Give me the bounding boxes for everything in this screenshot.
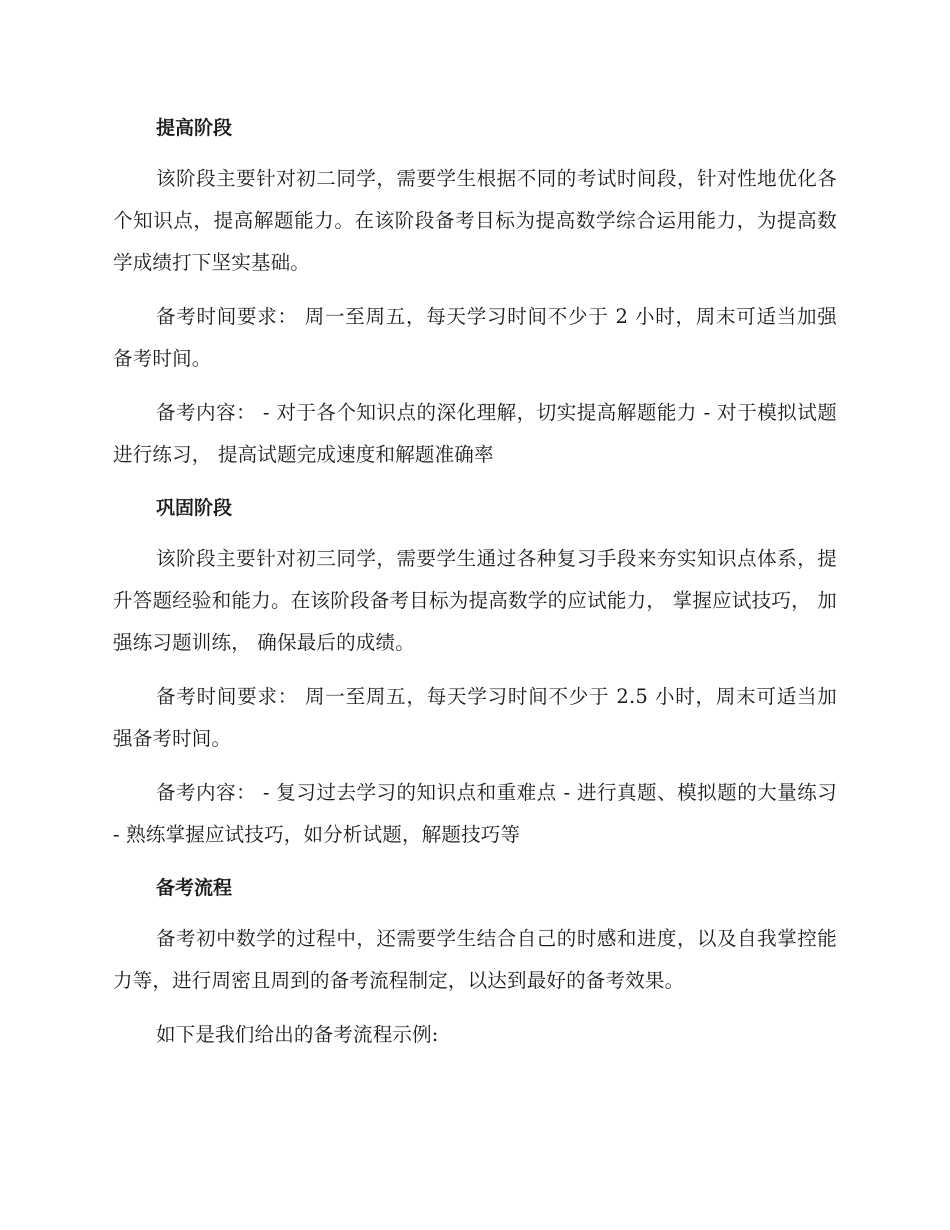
document-page	[113, 108, 837, 1068]
section-improve	[113, 108, 837, 476]
paragraph: 备考时间要求： 周一至周五，每天学习时间不少于 2 小时，周末可适当加强备考时间。	[113, 305, 837, 370]
paragraph: 该阶段主要针对初二同学，需要学生根据不同的考试时间段，针对性地优化各个知识点，提高解题能力。在该阶段备考目标为提高数学综合运用能力，为提高数学成绩打下坚实基础。	[113, 167, 837, 274]
paragraph: 如下是我们给出的备考流程示例:	[156, 1023, 439, 1046]
paragraph: 备考内容： - 对于各个知识点的深化理解，切实提高解题能力 - 对于模拟试题进行练习， 提高试题完成速度和解题准确率	[113, 401, 837, 466]
section-process	[113, 868, 837, 1056]
section-consolidate	[113, 488, 837, 856]
paragraph: 备考初中数学的过程中，还需要学生结合自己的时感和进度，以及自我掌控能力等，进行周密且周到的备考流程制定，以达到最好的备考效果。	[113, 927, 837, 992]
section-heading: 提高阶段	[156, 117, 233, 139]
paragraph: 备考内容： - 复习过去学习的知识点和重难点 - 进行真题、模拟题的大量练习 - 熟练掌握应试技巧，如分析试题，解题技巧等	[113, 781, 837, 846]
paragraph: 该阶段主要针对初三同学，需要学生通过各种复习手段来夯实知识点体系，提升答题经验和能力。在该阶段备考目标为提高数学的应试能力， 掌握应试技巧， 加强练习题训练， 确保最后的成绩。	[113, 547, 837, 654]
section-heading: 巩固阶段	[156, 497, 233, 519]
section-heading: 备考流程	[156, 877, 233, 899]
paragraph: 备考时间要求： 周一至周五，每天学习时间不少于 2.5 小时，周末可适当加强备考时间。	[113, 685, 837, 750]
